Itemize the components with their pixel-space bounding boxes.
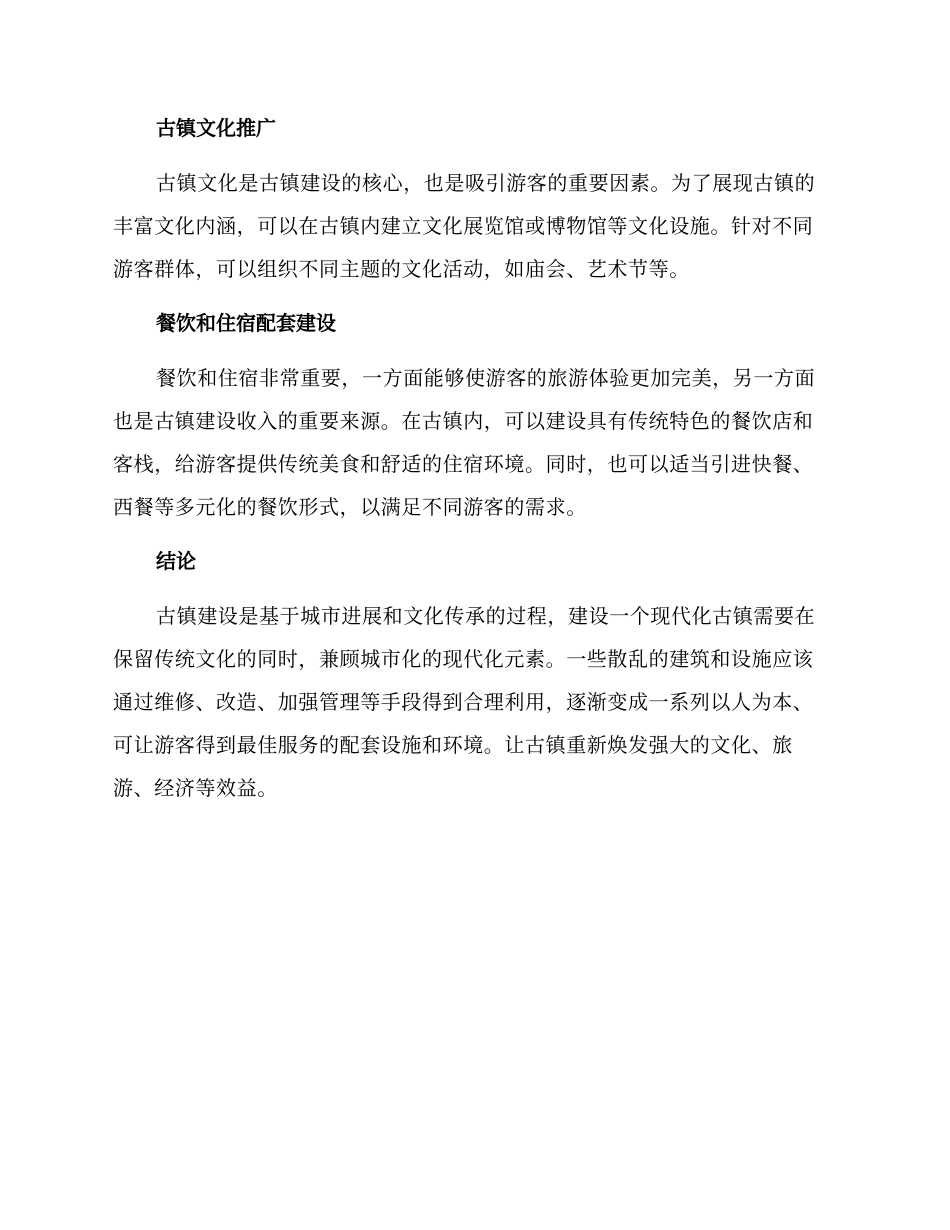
section-heading: 餐饮和住宿配套建设 [156, 311, 336, 335]
section-paragraph: 古镇文化是古镇建设的核心，也是吸引游客的重要因素。为了展现古镇的丰富文化内涵，可以在古镇内建立文化展览馆或博物馆等文化设施。针对不同游客群体，可以组织不同主题的文化活动，如庙会、艺术节等。 [113, 171, 816, 281]
section-dining-lodging [113, 303, 833, 529]
section-heading: 古镇文化推广 [156, 116, 276, 140]
section-heading: 结论 [156, 549, 196, 573]
section-paragraph: 古镇建设是基于城市进展和文化传承的过程，建设一个现代化古镇需要在保留传统文化的同时，兼顾城市化的现代化元素。一些散乱的建筑和设施应该通过维修、改造、加强管理等手段得到合理利用，逐渐变成一系列以人为本、可让游客得到最佳服务的配套设施和环境。让古镇重新焕发强大的文化、旅游、经济等效益。 [113, 604, 816, 800]
section-conclusion [113, 541, 833, 810]
section-paragraph: 餐饮和住宿非常重要，一方面能够使游客的旅游体验更加完美，另一方面也是古镇建设收入的重要来源。在古镇内，可以建设具有传统特色的餐饮店和客栈，给游客提供传统美食和舒适的住宿环境。同时，也可以适当引进快餐、西餐等多元化的餐饮形式，以满足不同游客的需求。 [113, 366, 816, 519]
document-body [113, 108, 833, 822]
section-culture-promotion [113, 108, 833, 291]
